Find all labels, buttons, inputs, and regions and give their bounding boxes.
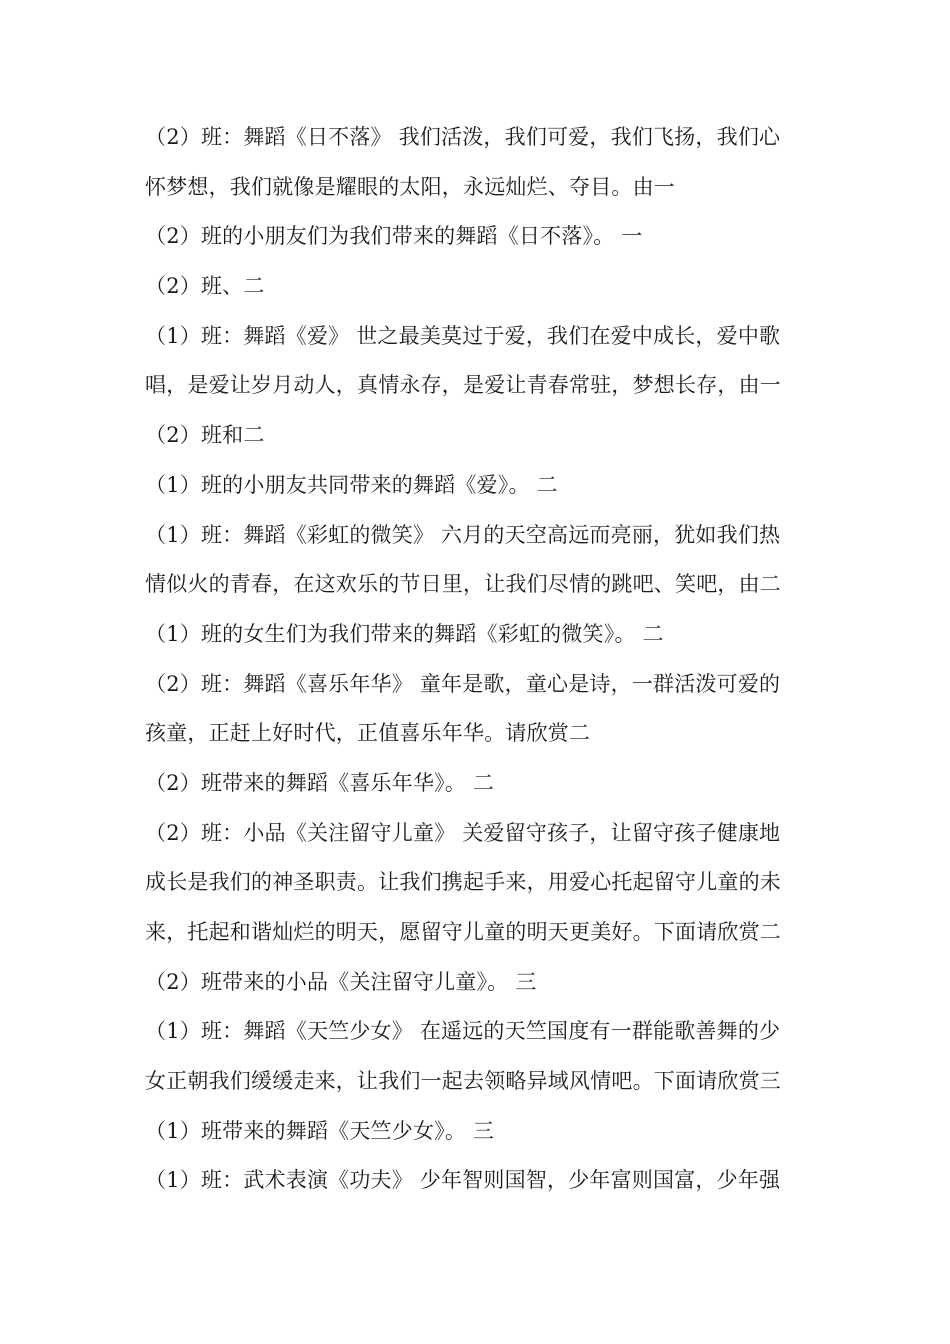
text-line: 孩童，正赶上好时代，正值喜乐年华。请欣赏二	[145, 721, 591, 746]
text-line: （2）班带来的小品《关注留守儿童》。 三	[145, 969, 537, 994]
text-line: （1）班：舞蹈《天竺少女》 在遥远的天竺国度有一群能歌善舞的少	[145, 1019, 781, 1044]
text-line: （2）班带来的舞蹈《喜乐年华》。 二	[145, 770, 495, 795]
text-line: （1）班带来的舞蹈《天竺少女》。 三	[145, 1118, 495, 1143]
text-line: （2）班：小品《关注留守儿童》 关爱留守孩子，让留守孩子健康地	[145, 820, 781, 845]
text-line: （1）班：武术表演《功夫》 少年智则国智，少年富则国富，少年强	[145, 1168, 781, 1193]
text-line: 情似火的青春，在这欢乐的节日里，让我们尽情的跳吧、笑吧，由二	[145, 572, 781, 597]
text-line: （1）班的小朋友共同带来的舞蹈《爱》。 二	[145, 472, 558, 497]
text-line: （2）班、二	[145, 274, 265, 299]
text-line: （1）班：舞蹈《彩虹的微笑》 六月的天空高远而亮丽，犹如我们热	[145, 522, 781, 547]
document-body	[145, 113, 815, 1206]
text-line: （2）班：舞蹈《日不落》 我们活泼，我们可爱，我们飞扬，我们心	[145, 125, 781, 149]
text-line: 女正朝我们缓缓走来，让我们一起去领略异域风情吧。下面请欣赏三	[145, 1069, 781, 1094]
text-line: （2）班和二	[145, 423, 265, 448]
text-line: （1）班的女生们为我们带来的舞蹈《彩虹的微笑》。 二	[145, 621, 664, 646]
text-line: 唱，是爱让岁月动人，真情永存，是爱让青春常驻，梦想长存，由一	[145, 373, 781, 398]
text-line: 来，托起和谐灿烂的明天，愿留守儿童的明天更美好。下面请欣赏二	[145, 920, 781, 944]
text-line: （2）班：舞蹈《喜乐年华》 童年是歌，童心是诗，一群活泼可爱的	[145, 671, 781, 696]
text-line: （1）班：舞蹈《爱》 世之最美莫过于爱，我们在爱中成长，爱中歌	[145, 323, 781, 348]
text-line: 怀梦想，我们就像是耀眼的太阳，永远灿烂、夺目。由一	[145, 174, 675, 199]
text-line: （2）班的小朋友们为我们带来的舞蹈《日不落》。 一	[145, 224, 643, 249]
text-line: 成长是我们的神圣职责。让我们携起手来，用爱心托起留守儿童的未	[145, 870, 781, 895]
